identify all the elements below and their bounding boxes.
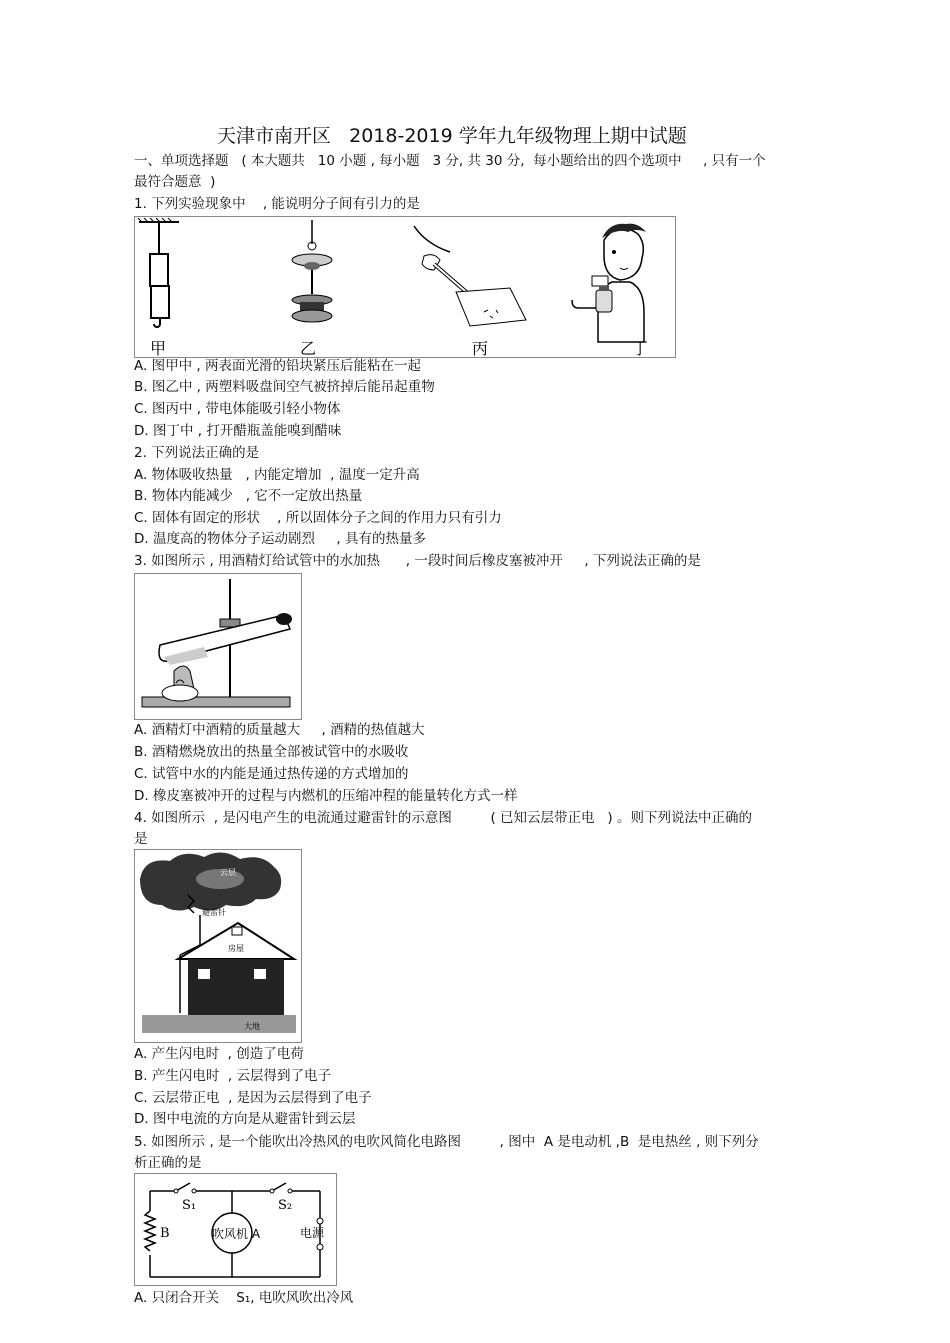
source-label: 电源 xyxy=(300,1226,325,1240)
q4-option-c: C. 云层带正电 , 是因为云层得到了电子 xyxy=(134,1090,372,1106)
q4-stem-line1: 4. 如图所示 , 是闪电产生的电流通过避雷针的示意图 ( 已知云层带正电 ) 。则下列说法中正确的 xyxy=(134,810,752,826)
test-tube-apparatus xyxy=(142,579,292,707)
q1-label-ding: 丁 xyxy=(632,339,649,358)
q3-figure xyxy=(134,573,302,720)
house-with-lightning-rod xyxy=(178,915,294,1015)
q2-stem: 2. 下列说法正确的是 xyxy=(134,445,260,461)
rod-label: 避雷针 xyxy=(202,908,226,917)
section-heading-line1: 一、单项选择题 ( 本大题共 10 小题 , 每小题 3 分, 共 30 分, 每小题给出的四个选项中 , 只有一个 xyxy=(134,153,766,169)
house-label: 房屋 xyxy=(228,944,244,953)
q4-option-a: A. 产生闪电时 , 创造了电荷 xyxy=(134,1046,304,1062)
section-heading-line2: 最符合题意 ) xyxy=(134,174,216,190)
q1-option-c: C. 图丙中 , 带电体能吸引轻小物体 xyxy=(134,401,341,417)
q1-label-jia: 甲 xyxy=(150,339,167,358)
q3-option-b: B. 酒精燃烧放出的热量全部被试管中的水吸收 xyxy=(134,744,409,760)
q4-option-b: B. 产生闪电时 , 云层得到了电子 xyxy=(134,1068,332,1084)
q4-option-d: D. 图中电流的方向是从避雷针到云层 xyxy=(134,1111,356,1127)
q2-option-a: A. 物体吸收热量 , 内能定增加 , 温度一定升高 xyxy=(134,467,420,483)
earth-label: 大地 xyxy=(244,1022,260,1031)
q2-option-c: C. 固体有固定的形状 , 所以固体分子之间的作用力只有引力 xyxy=(134,510,502,526)
boy-with-bottle-figure xyxy=(572,224,646,342)
q3-option-d: D. 橡皮塞被冲开的过程与内燃机的压缩冲程的能量转化方式一样 xyxy=(134,788,518,804)
q2-option-b: B. 物体内能减少 , 它不一定放出热量 xyxy=(134,488,363,504)
q1-option-b: B. 图乙中 , 两塑料吸盘间空气被挤掉后能吊起重物 xyxy=(134,379,435,395)
q3-option-a: A. 酒精灯中酒精的质量越大 , 酒精的热值越大 xyxy=(134,722,425,738)
q5-stem-line2: 析正确的是 xyxy=(134,1155,202,1171)
b-label: B xyxy=(160,1226,170,1241)
q2-option-d: D. 温度高的物体分子运动剧烈 , 具有的热量多 xyxy=(134,531,427,547)
s2-label: S₂ xyxy=(278,1198,293,1213)
q3-option-c: C. 试管中水的内能是通过热传递的方式增加的 xyxy=(134,766,409,782)
ground xyxy=(142,1015,296,1033)
switch-s1-contact xyxy=(192,1189,196,1193)
q5-circuit-figure xyxy=(134,1173,337,1286)
motor-label: 吹风机 A xyxy=(212,1227,261,1241)
q1-label-yi: 乙 xyxy=(300,339,317,358)
switch-s2-contact xyxy=(288,1189,292,1193)
thundercloud xyxy=(140,852,281,910)
charged-rod-figure xyxy=(414,226,526,326)
q5-option-a: A. 只闭合开关 S₁, 电吹风吹出冷风 xyxy=(134,1290,354,1306)
suction-cups-figure xyxy=(292,220,332,322)
q4-figure xyxy=(134,849,302,1043)
q1-stem: 1. 下列实验现象中 , 能说明分子间有引力的是 xyxy=(134,196,420,212)
source-terminal xyxy=(317,1218,323,1224)
q1-label-bing: 丙 xyxy=(472,339,489,358)
q1-figure xyxy=(134,216,676,358)
q1-option-a: A. 图甲中 , 两表面光滑的铅块紧压后能粘在一起 xyxy=(134,358,421,374)
cloud-label: 云层 xyxy=(220,868,236,877)
switch-s1-contact xyxy=(174,1189,178,1193)
switch-s2-contact xyxy=(270,1189,274,1193)
page-title: 天津市南开区 2018-2019 学年九年级物理上期中试题 xyxy=(217,125,687,147)
s1-label: S₁ xyxy=(182,1198,197,1213)
q1-option-d: D. 图丁中 , 打开醋瓶盖能嗅到醋味 xyxy=(134,423,342,439)
q4-stem-line2: 是 xyxy=(134,831,148,847)
lead-blocks-figure xyxy=(138,218,179,327)
q5-stem-line1: 5. 如图所示 , 是一个能吹出冷热风的电吹风简化电路图 , 图中 A 是电动机 ,B 是电热丝 , 则下列分 xyxy=(134,1134,759,1150)
source-terminal xyxy=(317,1244,323,1250)
q3-stem: 3. 如图所示 , 用酒精灯给试管中的水加热 , 一段时间后橡皮塞被冲开 , 下列说法正确的是 xyxy=(134,553,701,569)
